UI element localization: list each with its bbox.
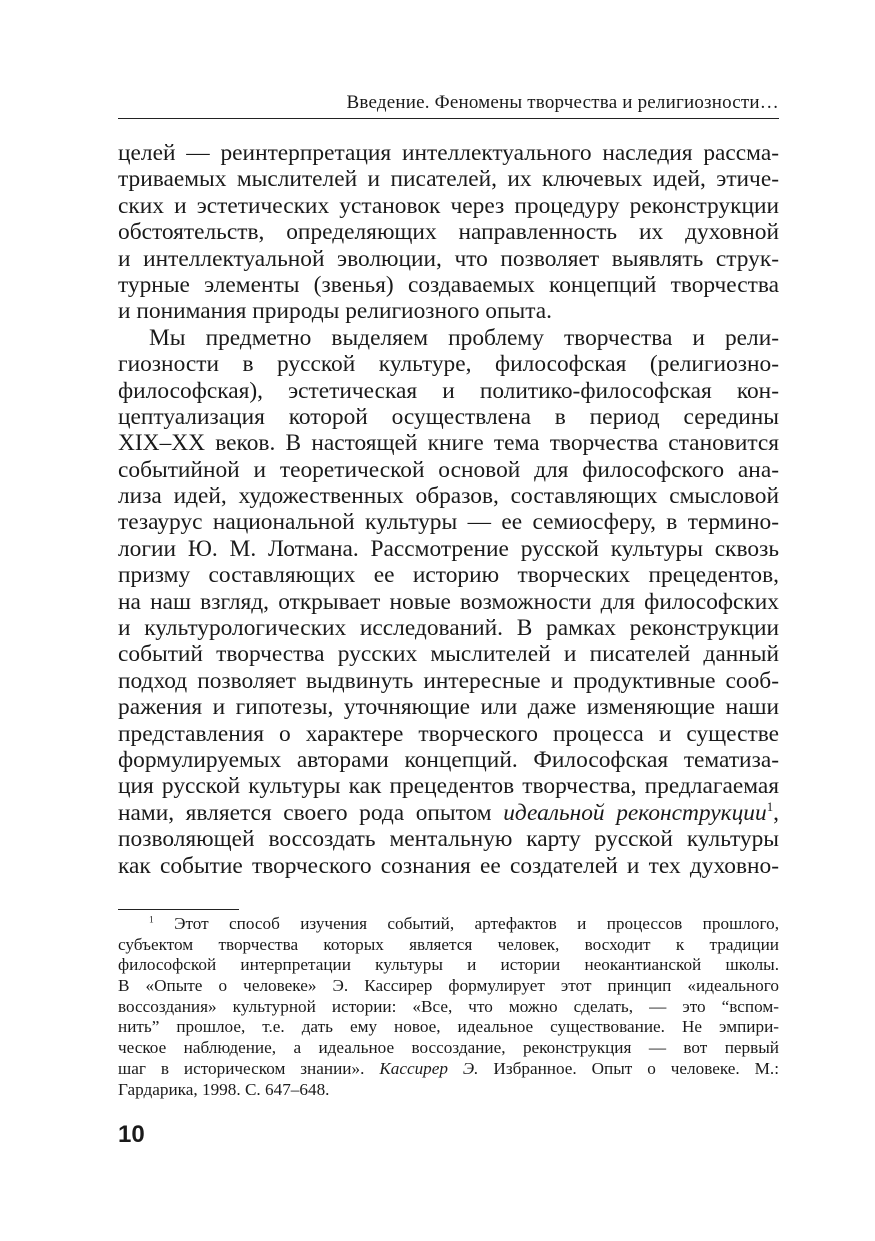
footnote-line <box>118 914 779 935</box>
main-text <box>118 140 779 879</box>
text-line: логии Ю. М. Лотмана. Рассмотрение русской культуры сквозь <box>118 535 779 562</box>
text-line: XIX–XX веков. В настоящей книге тема творчества становится <box>118 430 779 457</box>
text-segment: шаг в историческом знании». <box>118 1058 380 1078</box>
text-line: ция русской культуры как прецедентов творчества, предлагаемая <box>118 773 779 800</box>
text-line: событийной и теоретической основой для философского ана- <box>118 456 779 483</box>
text-line: цептуализация которой осуществлена в период середины <box>118 403 779 430</box>
text-segment: нами, является своего рода опытом <box>118 799 504 826</box>
footnote-rule <box>118 909 239 910</box>
footnote-line <box>118 1059 779 1080</box>
text-line: представления о характере творческого процесса и существе <box>118 720 779 747</box>
text-line: призму составляющих ее историю творческих прецедентов, <box>118 562 779 589</box>
text-line: ражения и гипотезы, уточняющие или даже изменяющие наши <box>118 694 779 721</box>
text-line: Мы предметно выделяем проблему творчества и рели- <box>149 324 779 351</box>
footnote-line: Гардарика, 1998. С. 647–648. <box>118 1079 330 1099</box>
text-line: ских и эстетических установок через процедуру реконструкции <box>118 192 779 219</box>
text-line: турные элементы (звенья) создаваемых концепций творчества <box>118 271 779 298</box>
text-line: и интеллектуальной эволюции, что позволяет выявлять струк- <box>118 245 779 272</box>
text-line: позволяющей воссоздать ментальную карту русской культуры <box>118 826 779 853</box>
header-rule <box>118 118 779 119</box>
text-line: тезаурус национальной культуры — ее семиосферу, в термино- <box>118 509 779 536</box>
text-line: формулируемых авторами концепций. Философская тематиза- <box>118 746 779 773</box>
footnote-line: нить” прошлое, т.е. дать ему новое, идеальное существование. Не эмпири- <box>118 1017 779 1037</box>
footnote-line: философской интерпретации культуры и истории неокантианской школы. <box>118 955 779 975</box>
text-line: событий творчества русских мыслителей и писателей данный <box>118 641 779 668</box>
footnote-line: В «Опыте о человеке» Э. Кассирер формулирует этот принцип «идеального <box>118 976 779 996</box>
text-line: триваемых мыслителей и писателей, их ключевых идей, этиче- <box>118 166 779 193</box>
text-segment: , <box>773 799 779 826</box>
text-line: целей — реинтерпретация интеллектуального наследия рассма- <box>118 140 779 166</box>
text-line: и понимания природы религиозного опыта. <box>118 298 552 325</box>
citation-author: Кассирер Э. <box>379 1058 479 1078</box>
text-line: на наш взгляд, открывает новые возможности для философских <box>118 588 779 615</box>
text-line: гиозности в русской культуре, философская (религиозно- <box>118 351 779 378</box>
text-line: обстоятельств, определяющих направленность их духовной <box>118 219 779 246</box>
footnote-reference: 1 <box>766 799 774 814</box>
italic-term: идеальной реконструкции <box>503 799 767 826</box>
text-segment: Этот способ изучения событий, артефактов и процессов прошлого, <box>153 914 779 933</box>
text-segment: Избранное. Опыт о человеке. М.: <box>478 1058 779 1078</box>
text-line: лиза идей, художественных образов, составляющих смысловой <box>118 483 779 510</box>
text-line: как событие творческого сознания ее создателей и тех духовно- <box>118 852 779 879</box>
text-line: подход позволяет выдвинуть интересные и продуктивные сооб- <box>118 667 779 694</box>
running-head: Введение. Феномены творчества и религиозности… <box>346 92 779 113</box>
footnote <box>118 914 779 1100</box>
footnote-line: воссоздания» культурной истории: «Все, что можно сделать, — это “вспом- <box>118 996 779 1016</box>
footnote-number: 1 <box>149 915 154 926</box>
footnote-line: ческое наблюдение, а идеальное воссоздание, реконструкция — вот первый <box>118 1038 779 1058</box>
text-line: философская), эстетическая и политико-философская кон- <box>118 377 779 404</box>
paragraph-1 <box>118 140 779 325</box>
page-number: 10 <box>118 1121 145 1148</box>
footnote-line: субъектом творчества которых является человек, восходит к традиции <box>118 934 779 954</box>
text-line-with-footnote-ref <box>118 800 779 826</box>
paragraph-2 <box>118 325 779 879</box>
text-line: и культурологических исследований. В рамках реконструкции <box>118 615 779 642</box>
